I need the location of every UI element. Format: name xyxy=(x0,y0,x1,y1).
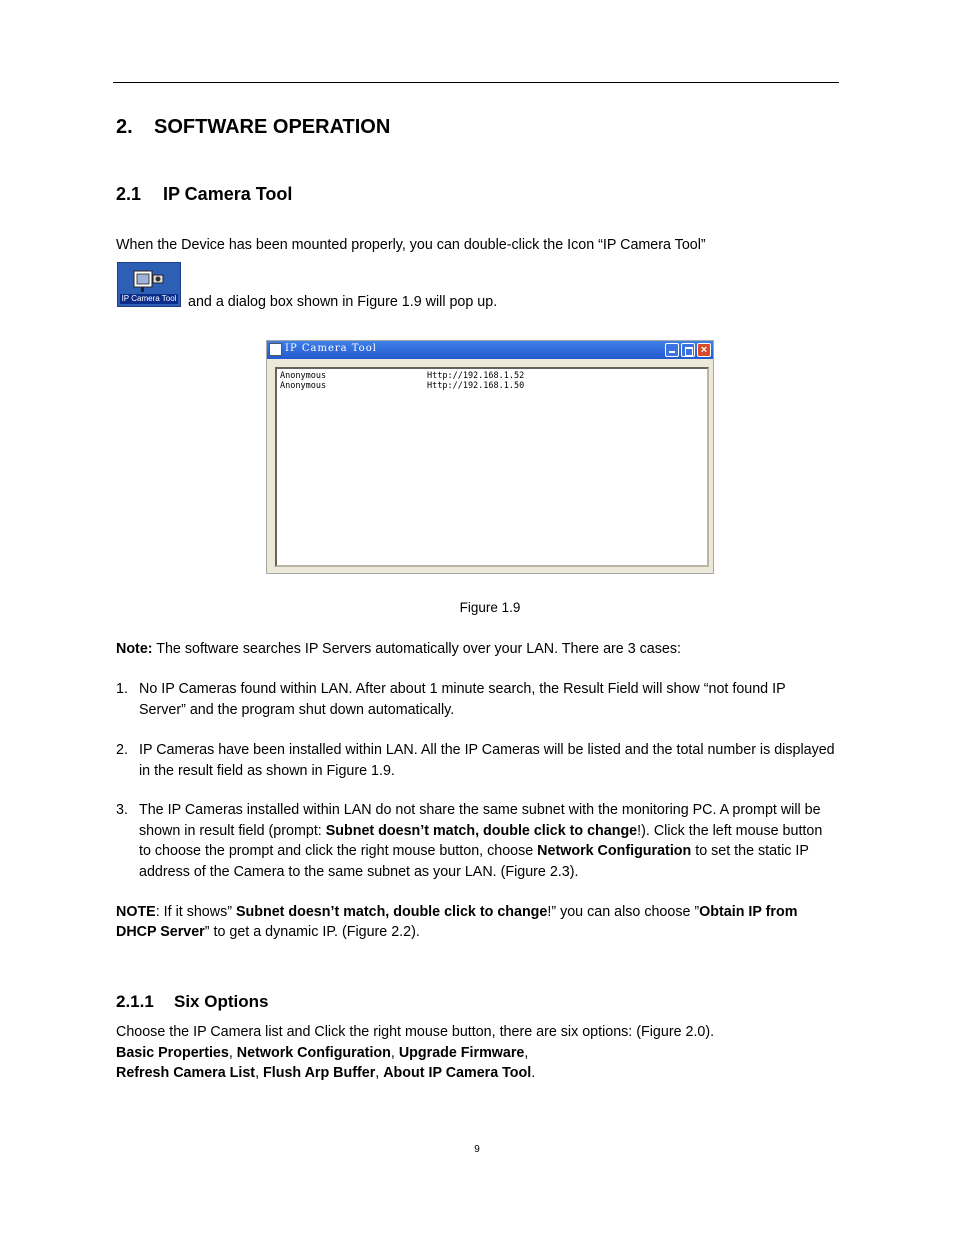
page-number: 9 xyxy=(474,1144,480,1155)
header-rule xyxy=(113,82,839,83)
options-intro: Choose the IP Camera list and Click the right mouse button, there are six options: (Figure 2.0). xyxy=(116,1024,715,1040)
camera-icon xyxy=(132,267,168,295)
intro-paragraph-cont: and a dialog box shown in Figure 1.9 will pop up. xyxy=(188,294,498,310)
options-line-1: Basic Properties, Network Configuration, Upgrade Firmware, xyxy=(116,1045,529,1061)
camera-address: Http://192.168.1.52 xyxy=(427,371,525,381)
minimize-button[interactable] xyxy=(665,343,679,357)
dialog-titlebar[interactable] xyxy=(267,341,713,359)
dialog-title: IP Camera Tool xyxy=(285,343,377,354)
options-line-2: Refresh Camera List, Flush Arp Buffer, About IP Camera Tool. xyxy=(116,1065,536,1081)
ip-camera-tool-desktop-icon[interactable] xyxy=(117,262,181,307)
maximize-button[interactable] xyxy=(681,343,695,357)
camera-list-item[interactable] xyxy=(280,371,700,381)
camera-address: Http://192.168.1.50 xyxy=(427,381,525,391)
camera-list[interactable] xyxy=(275,367,709,567)
camera-list-item[interactable] xyxy=(280,381,700,391)
case-item-1: 1. No IP Cameras found within LAN. After about 1 minute search, the Result Field will show “not found IP Server” and the program shut down automatically. xyxy=(116,681,786,718)
subsection-heading: 2.1 IP Camera Tool xyxy=(116,184,293,204)
camera-name: Anonymous xyxy=(280,381,327,391)
note-paragraph: Note: The software searches IP Servers automatically over your LAN. There are 3 cases: xyxy=(116,641,681,657)
case-item-2: 2. IP Cameras have been installed within LAN. All the IP Cameras will be listed and the total number is displayed in the result field as shown in Figure 1.9. xyxy=(116,742,835,779)
case-item-3: 3. The IP Cameras installed within LAN do not share the same subnet with the monitoring PC. A prompt will be shown in result field (prompt: Subnet doesn’t match, double click to change!). Click the left mouse button to choose the prompt and click the right mouse button, choose Network Configuration to set the static IP address of the Camera to the same subnet as your LAN. (Figure 2.3). xyxy=(116,802,823,880)
figure-caption: Figure 1.9 xyxy=(459,600,521,615)
section-heading: 2. SOFTWARE OPERATION xyxy=(116,116,391,138)
camera-name: Anonymous xyxy=(280,371,327,381)
intro-paragraph: When the Device has been mounted properly, you can double-click the Icon “IP Camera Tool” xyxy=(116,237,706,253)
note2-paragraph: NOTE: If it shows” Subnet doesn’t match, double click to change!” you can also choose ”Obtain IP from DHCP Server” to get a dynamic IP. (Figure 2.2). xyxy=(116,904,798,940)
ip-camera-tool-dialog xyxy=(266,340,714,574)
desktop-icon-label: IP Camera Tool xyxy=(121,294,177,303)
app-icon xyxy=(269,343,282,356)
close-button[interactable]: × xyxy=(697,343,711,357)
subsubsection-heading: 2.1.1 Six Options xyxy=(116,992,269,1011)
